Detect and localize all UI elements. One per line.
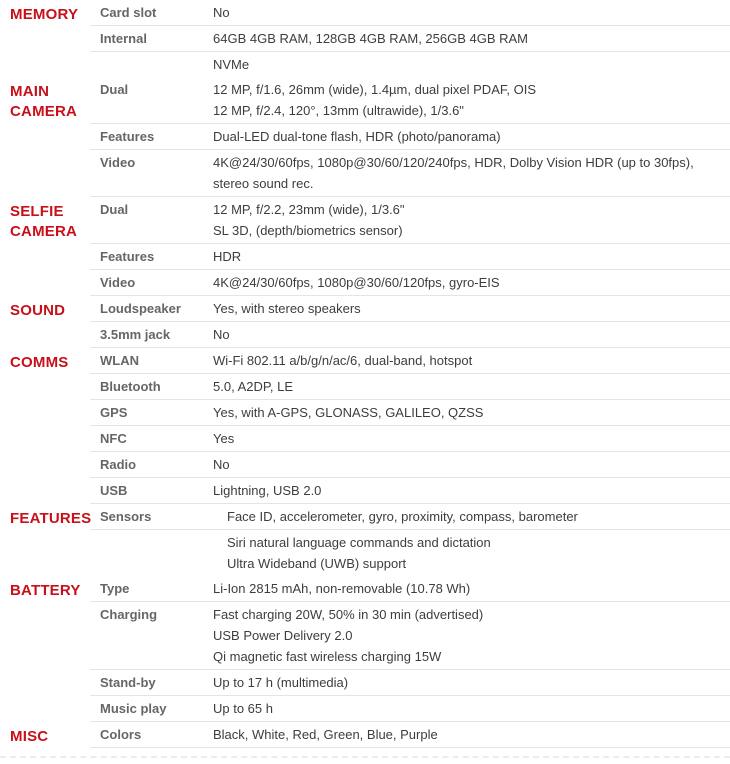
spec-row — [90, 576, 730, 602]
spec-label: GPS — [100, 405, 128, 420]
category-label: COMMS — [10, 354, 69, 371]
spec-label: Features — [100, 129, 155, 144]
spec-rows-group — [90, 77, 730, 197]
spec-value-line: 12 MP, f/2.2, 23mm (wide), 1/3.6" — [213, 202, 405, 217]
spec-value-line: Dual-LED dual-tone flash, HDR (photo/panorama) — [213, 129, 501, 144]
spec-label: Charging — [100, 607, 158, 622]
spec-value-line: 4K@24/30/60fps, 1080p@30/60/120fps, gyro-EIS — [213, 275, 500, 290]
spec-value-line: Up to 17 h (multimedia) — [213, 675, 349, 690]
spec-value — [213, 506, 730, 527]
spec-value — [213, 28, 730, 49]
spec-value — [213, 324, 730, 345]
spec-row — [90, 602, 730, 670]
spec-label: Stand-by — [100, 675, 156, 690]
spec-label: WLAN — [100, 353, 139, 368]
spec-value — [213, 2, 730, 23]
category-label: MEMORY — [10, 6, 79, 23]
spec-value-line: HDR — [213, 249, 242, 264]
spec-row — [90, 244, 730, 270]
spec-label: Music play — [100, 701, 167, 716]
spec-row — [90, 322, 730, 348]
spec-row — [90, 530, 730, 576]
spec-value — [213, 698, 730, 719]
spec-row — [90, 0, 730, 26]
spec-label — [90, 54, 213, 75]
spec-value-line: USB Power Delivery 2.0 — [213, 628, 353, 643]
spec-value — [213, 152, 730, 194]
spec-row — [90, 670, 730, 696]
spec-row — [90, 150, 730, 197]
spec-row — [90, 478, 730, 504]
spec-row — [90, 52, 730, 77]
spec-value-line: Yes, with stereo speakers — [213, 301, 361, 316]
spec-label: Dual — [100, 202, 129, 217]
spec-row — [90, 374, 730, 400]
spec-rows-group — [90, 722, 730, 748]
spec-label — [90, 532, 213, 574]
spec-value — [213, 604, 730, 667]
spec-section — [0, 504, 730, 576]
category-label: SELFIE CAMERA — [10, 203, 78, 240]
spec-value — [213, 578, 730, 599]
spec-row — [90, 400, 730, 426]
spec-value — [213, 672, 730, 693]
spec-row — [90, 452, 730, 478]
spec-value — [213, 246, 730, 267]
spec-label: Colors — [100, 727, 142, 742]
spec-value-line: Ultra Wideband (UWB) support — [227, 556, 407, 571]
spec-value-line: Yes, with A-GPS, GLONASS, GALILEO, QZSS — [213, 405, 484, 420]
spec-value-line: No — [213, 5, 230, 20]
spec-row — [90, 124, 730, 150]
category-label: SOUND — [10, 302, 66, 319]
spec-value — [213, 428, 730, 449]
spec-value-line: Siri natural language commands and dictation — [227, 535, 491, 550]
spec-value — [213, 79, 730, 121]
spec-value-line: Li-Ion 2815 mAh, non-removable (10.78 Wh) — [213, 581, 471, 596]
spec-label: 3.5mm jack — [100, 327, 171, 342]
spec-section — [0, 348, 730, 504]
category-label: BATTERY — [10, 582, 81, 599]
spec-value — [213, 199, 730, 241]
spec-value-line: No — [213, 327, 230, 342]
spec-label: USB — [100, 483, 128, 498]
spec-value-line: No — [213, 457, 230, 472]
spec-label: Type — [100, 581, 130, 596]
spec-value — [213, 376, 730, 397]
spec-value-line: Yes — [213, 431, 235, 446]
spec-value — [213, 724, 730, 745]
spec-section — [0, 296, 730, 348]
spec-value — [213, 454, 730, 475]
spec-value-line: Wi-Fi 802.11 a/b/g/n/ac/6, dual-band, hotspot — [213, 353, 473, 368]
spec-row — [90, 26, 730, 52]
spec-label: Features — [100, 249, 155, 264]
spec-section — [0, 197, 730, 296]
spec-row — [90, 348, 730, 374]
spec-value — [213, 298, 730, 319]
spec-row — [90, 504, 730, 530]
spec-value-line: Black, White, Red, Green, Blue, Purple — [213, 727, 438, 742]
spec-row — [90, 77, 730, 124]
spec-label: Internal — [100, 31, 147, 46]
spec-value-line: 12 MP, f/1.6, 26mm (wide), 1.4µm, dual pixel PDAF, OIS — [213, 82, 536, 97]
spec-label: Video — [100, 155, 136, 170]
spec-label: Dual — [100, 82, 129, 97]
spec-row — [90, 696, 730, 722]
spec-value — [213, 480, 730, 501]
spec-rows-group — [90, 197, 730, 296]
spec-value — [213, 532, 730, 574]
category-label: MAIN CAMERA — [10, 83, 78, 120]
spec-row — [90, 296, 730, 322]
spec-rows-group — [90, 504, 730, 576]
spec-value-line: Up to 65 h — [213, 701, 273, 716]
spec-value-line: Qi magnetic fast wireless charging 15W — [213, 649, 442, 664]
spec-value-line: NVMe — [213, 57, 250, 72]
spec-value — [213, 350, 730, 371]
spec-label: Sensors — [100, 509, 152, 524]
spec-row — [90, 197, 730, 244]
category-label: FEATURES — [10, 510, 92, 527]
spec-value — [213, 402, 730, 423]
spec-rows-group — [90, 576, 730, 722]
spec-value — [213, 54, 730, 75]
spec-value-line: Lightning, USB 2.0 — [213, 483, 322, 498]
spec-value-line: Face ID, accelerometer, gyro, proximity, compass, barometer — [227, 509, 578, 524]
spec-value — [213, 126, 730, 147]
spec-value-line: 5.0, A2DP, LE — [213, 379, 293, 394]
spec-rows-group — [90, 0, 730, 77]
spec-label: NFC — [100, 431, 127, 446]
category-label: MISC — [10, 728, 49, 745]
spec-rows-group — [90, 296, 730, 348]
spec-label: Card slot — [100, 5, 157, 20]
spec-value-line: Fast charging 20W, 50% in 30 min (advertised) — [213, 607, 484, 622]
spec-label: Video — [100, 275, 136, 290]
spec-label: Loudspeaker — [100, 301, 181, 316]
spec-section — [0, 0, 730, 77]
spec-row — [90, 270, 730, 296]
spec-section — [0, 576, 730, 722]
spec-section — [0, 77, 730, 197]
spec-label: Bluetooth — [100, 379, 161, 394]
spec-section — [0, 722, 730, 748]
spec-label: Radio — [100, 457, 137, 472]
spec-value-line: 4K@24/30/60fps, 1080p@30/60/120/240fps, HDR, Dolby Vision HDR (up to 30fps), stereo sound rec. — [213, 155, 694, 191]
bottom-dashed-divider — [0, 756, 730, 758]
spec-value-line: 12 MP, f/2.4, 120°, 13mm (ultrawide), 1/3.6" — [213, 103, 464, 118]
spec-value-line: 64GB 4GB RAM, 128GB 4GB RAM, 256GB 4GB RAM — [213, 31, 529, 46]
spec-value — [213, 272, 730, 293]
spec-value-line: SL 3D, (depth/biometrics sensor) — [213, 223, 403, 238]
spec-row — [90, 722, 730, 748]
spec-row — [90, 426, 730, 452]
spec-rows-group — [90, 348, 730, 504]
